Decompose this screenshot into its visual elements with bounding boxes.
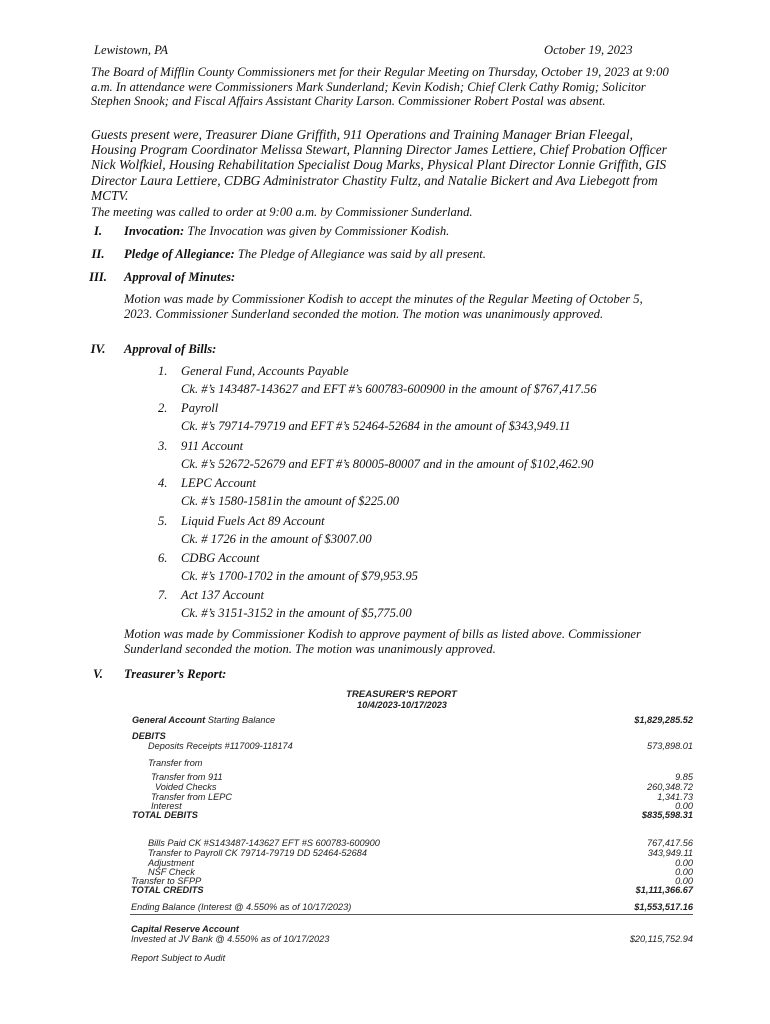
section-number: IV.	[90, 342, 106, 356]
transfer-from-label: Transfer from	[148, 758, 203, 768]
section-title: Invocation:	[124, 224, 185, 238]
transfer-911-value: 9.85	[675, 772, 693, 782]
transfer-lepc-label: Transfer from LEPC	[151, 792, 233, 802]
total-debits-value: $835,598.31	[641, 810, 693, 820]
bill-number: 5.	[158, 514, 168, 528]
nsf-check-value: 0.00	[675, 867, 693, 877]
bill-detail: Ck. # 1726 in the amount of $3007.00	[181, 532, 372, 546]
bills-paid-value: 767,417.56	[647, 838, 693, 848]
invested-value: $20,115,752.94	[629, 934, 693, 944]
section-title: Approval of Minutes:	[124, 270, 236, 284]
general-account-title: General Account	[132, 715, 206, 725]
section-number: II.	[91, 247, 105, 261]
bill-number: 1.	[158, 364, 168, 378]
header-date: October 19, 2023	[544, 43, 633, 57]
total-debits-label: TOTAL DEBITS	[132, 810, 198, 820]
section-number: I.	[93, 224, 103, 238]
bill-account-name: General Fund, Accounts Payable	[181, 364, 349, 378]
bill-account-name: Liquid Fuels Act 89 Account	[181, 514, 325, 528]
report-title: TREASURER'S REPORT	[346, 689, 457, 700]
adjustment-label: Adjustment	[148, 858, 194, 868]
sfpp-transfer-label: Transfer to SFPP	[131, 876, 202, 886]
section-title: Pledge of Allegiance:	[124, 247, 235, 261]
bill-account-name: CDBG Account	[181, 551, 260, 565]
bill-account-name: Act 137 Account	[181, 588, 265, 602]
bill-account-name: 911 Account	[181, 439, 244, 453]
bill-number: 6.	[158, 551, 168, 565]
transfer-911-label: Transfer from 911	[151, 772, 223, 782]
section-title: Approval of Bills:	[124, 342, 217, 356]
bill-detail: Ck. #’s 3151-3152 in the amount of $5,775.00	[181, 606, 412, 620]
total-credits-value: $1,111,366.67	[635, 885, 693, 895]
nsf-check-label: NSF Check	[148, 867, 195, 877]
section-number: III.	[89, 270, 107, 284]
bill-detail: Ck. #’s 143487-143627 and EFT #’s 600783-600900 in the amount of $767,417.56	[181, 382, 597, 396]
bill-detail: Ck. #’s 52672-52679 and EFT #’s 80005-80007 and in the amount of $102,462.90	[181, 457, 594, 471]
ending-balance-value: $1,553,517.16	[634, 902, 693, 912]
capital-reserve-label: Capital Reserve Account	[131, 924, 239, 934]
bill-number: 4.	[158, 476, 168, 490]
general-account-suffix: Starting Balance	[205, 715, 276, 725]
adjustment-value: 0.00	[675, 858, 693, 868]
interest-value: 0.00	[675, 801, 693, 811]
report-divider	[130, 914, 693, 915]
debits-heading: DEBITS	[132, 731, 166, 741]
deposits-label: Deposits Receipts #117009-118174	[148, 741, 293, 751]
attendance-paragraph: The Board of Mifflin County Commissioners met for their Regular Meeting on Thursday, October 19, 2023 at 9:00 a.m. In attendance were Commissioners Mark Sunderland; Kevin Kodish; Chief Clerk Cathy Romig; Solicitor Stephen Snook; and Fiscal Affairs Assistant Charity Larson. Commissioner Robert Postal was absent.	[91, 65, 669, 108]
header-location: Lewistown, PA	[94, 43, 168, 57]
invested-label: Invested at JV Bank @ 4.550% as of 10/17/2023	[131, 934, 330, 944]
bill-account-name: Payroll	[181, 401, 219, 415]
bill-detail: Ck. #’s 1580-1581in the amount of $225.00	[181, 494, 400, 508]
section-invocation	[124, 224, 449, 239]
guests-paragraph: Guests present were, Treasurer Diane Griffith, 911 Operations and Training Manager Brian Fleegal, Housing Program Coordinator Melissa Stewart, Planning Director James Lettiere, Chief Probation Officer Nick Wolfkiel, Housing Rehabilitation Specialist Doug Marks, Physical Plant Director Lonnie Griffith, GIS Director Laura Lettiere, CDBG Administrator Chastity Fultz, and Natalie Bickert and Ava Liebegott from MCTV.	[91, 127, 667, 203]
bill-detail: Ck. #’s 79714-79719 and EFT #’s 52464-52684 in the amount of $343,949.11	[181, 419, 571, 433]
bill-number: 3.	[158, 439, 168, 453]
section-number: V.	[93, 667, 103, 681]
minutes-motion: Motion was made by Commissioner Kodish to accept the minutes of the Regular Meeting of October 5, 2023. Commissioner Sunderland seconded the motion. The motion was unanimously approved.	[124, 292, 643, 321]
bill-number: 7.	[158, 588, 168, 602]
interest-label: Interest	[151, 801, 182, 811]
section-text: The Invocation was given by Commissioner Kodish.	[184, 224, 450, 238]
total-credits-label: TOTAL CREDITS	[131, 885, 204, 895]
bill-number: 2.	[158, 401, 168, 415]
section-pledge	[124, 247, 486, 262]
bill-detail: Ck. #’s 1700-1702 in the amount of $79,953.95	[181, 569, 418, 583]
general-account-label	[132, 715, 275, 726]
voided-checks-value: 260,348.72	[647, 782, 693, 792]
report-footer: Report Subject to Audit	[131, 953, 226, 963]
bills-paid-label: Bills Paid CK #S143487-143627 EFT #S 600783-600900	[148, 838, 380, 848]
section-text: The Pledge of Allegiance was said by all present.	[234, 247, 486, 261]
sfpp-transfer-value: 0.00	[675, 876, 693, 886]
report-period: 10/4/2023-10/17/2023	[357, 700, 447, 710]
ending-balance-label: Ending Balance (Interest @ 4.550% as of 10/17/2023)	[131, 902, 352, 912]
call-to-order: The meeting was called to order at 9:00 a.m. by Commissioner Sunderland.	[91, 205, 473, 219]
payroll-transfer-value: 343,949.11	[647, 848, 693, 858]
payroll-transfer-label: Transfer to Payroll CK 79714-79719 DD 52464-52684	[148, 848, 367, 858]
section-title: Treasurer’s Report:	[124, 667, 227, 681]
bills-motion: Motion was made by Commissioner Kodish to approve payment of bills as listed above. Commissioner Sunderland seconded the motion. The motion was unanimously approved.	[124, 627, 641, 656]
voided-checks-label: Voided Checks	[155, 782, 217, 792]
deposits-value: 573,898.01	[647, 741, 693, 751]
bill-account-name: LEPC Account	[181, 476, 256, 490]
general-account-value: $1,829,285.52	[634, 715, 693, 725]
transfer-lepc-value: 1,341.73	[657, 792, 693, 802]
